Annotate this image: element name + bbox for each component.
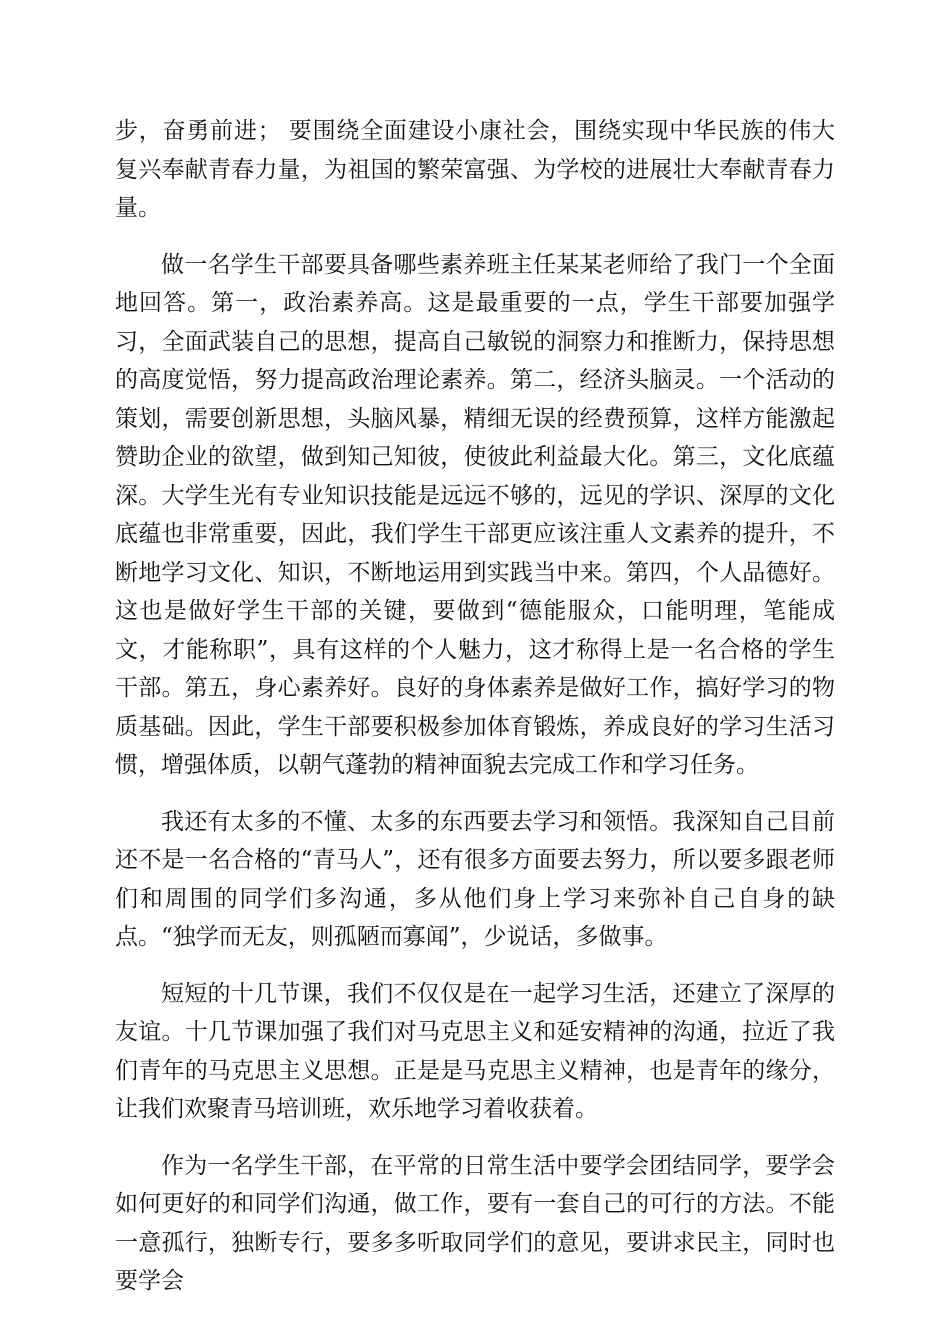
paragraph-1: 步，奋勇前进； 要围绕全面建设小康社会，围绕实现中华民族的伟大复兴奉献青春力量，为祖国的繁荣富强、为学校的进展壮大奉献青春力量。: [115, 118, 835, 221]
paragraph-3: 我还有太多的不懂、太多的东西要去学习和领悟。我深知自己目前还不是一名合格的“青马人”，还有很多方面要去努力，所以要多跟老师们和周围的同学们多沟通，多从他们身上学习来弥补自己自身的缺点。“独学而无友，则孤陋而寡闻”，少说话，多做事。: [115, 808, 835, 950]
document-body: [115, 112, 835, 1319]
paragraph-5: 作为一名学生干部，在平常的日常生活中要学会团结同学，要学会如何更好的和同学们沟通，做工作，要有一套自己的可行的方法。不能一意孤行，独断专行，要多多听取同学们的意见，要讲求民主，同时也要学会: [115, 1152, 835, 1294]
paragraph-4: 短短的十几节课，我们不仅仅是在一起学习生活，还建立了深厚的友谊。十几节课加强了我们对马克思主义和延安精神的沟通，拉近了我们青年的马克思主义思想。正是是马克思主义精神，也是青年的缘分，让我们欢聚青马培训班，欢乐地学习着收获着。: [115, 980, 835, 1122]
paragraph-2: 做一名学生干部要具备哪些素养班主任某某老师给了我门一个全面地回答。第一，政治素养高。这是最重要的一点，学生干部要加强学习，全面武装自己的思想，提高自己敏锐的洞察力和推断力，保持思想的高度觉悟，努力提高政治理论素养。第二，经济头脑灵。一个活动的策划，需要创新思想，头脑风暴，精细无误的经费预算，这样方能激起赞助企业的欲望，做到知己知彼，使彼此利益最大化。第三，文化底蕴深。大学生光有专业知识技能是远远不够的，远见的学识、深厚的文化底蕴也非常重要，因此，我们学生干部更应该注重人文素养的提升，不断地学习文化、知识，不断地运用到实践当中来。第四，个人品德好。这也是做好学生干部的关键，要做到“德能服众，口能明理，笔能成文，才能称职”，具有这样的个人魅力，这才称得上是一名合格的学生干部。第五，身心素养好。良好的身体素养是做好工作，搞好学习的物质基础。因此，学生干部要积极参加体育锻炼，养成良好的学习生活习惯，增强体质，以朝气蓬勃的精神面貌去完成工作和学习任务。: [115, 251, 835, 778]
